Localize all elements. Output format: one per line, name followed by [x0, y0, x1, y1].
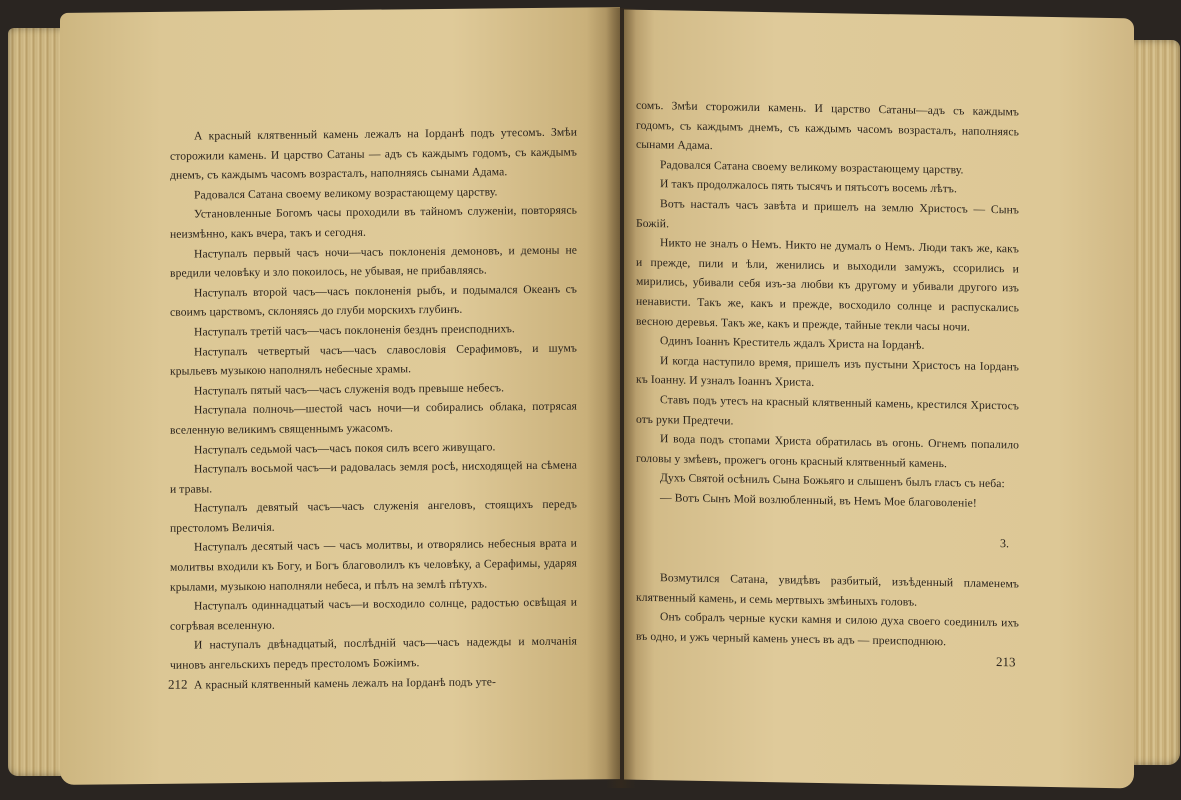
left-page-text — [170, 123, 577, 695]
paragraph: Возмутился Сатана, увидѣвъ разбитый, изъѣденный пламенемъ клятвенный камень, и семь мертвыхъ змѣиныхъ головъ. — [636, 571, 1019, 609]
paragraph: А красный клятвенный камень лежалъ на Іорданѣ подъ утесомъ. Змѣи сторожили камень. И царство Сатаны — адъ съ каждымъ годомъ, съ каждымъ днемъ, съ каждымъ часомъ возрасталъ, наполняясь сынами Адама. — [170, 125, 577, 182]
paragraph: Одинъ Іоаннъ Креститель ждалъ Христа на Іорданѣ. — [660, 334, 925, 352]
paragraph: Наступалъ десятый часъ — часъ молитвы, и отворялись небесныя врата и молитвы входили къ Богу, и Богъ благоволилъ къ человѣку, а Серафимы, ударяя крылами, музыкою наполняли небеса, и пѣлъ на землѣ пѣтухъ. — [170, 536, 577, 594]
paragraph: Радовался Сатана своему великому возрастающему царству. — [194, 185, 498, 202]
section-number: 3. — [1000, 536, 1009, 551]
paragraph: Духъ Святой осѣнилъ Сына Божьяго и слышенъ былъ гласъ съ неба: — [660, 471, 1005, 491]
paragraph: — Вотъ Сынъ Мой возлюбленный, въ Немъ Мое благоволеніе! — [660, 491, 977, 510]
left-page — [60, 7, 620, 785]
right-page-number: 213 — [996, 654, 1016, 670]
paragraph: Наступалъ третій часъ—часъ поклоненія безднъ преисподнихъ. — [194, 322, 515, 339]
paragraph: Онъ собралъ черные куски камня и силою духа своего соединилъ ихъ въ одно, и ужъ черный камень унесъ въ адъ — преисподнюю. — [636, 610, 1019, 648]
left-page-number: 212 — [168, 676, 188, 692]
paragraph: Наступалъ одиннадцатый часъ—и восходило солнце, радостью освѣщая и согрѣвая вселенную. — [170, 595, 577, 633]
paragraph: Наступала полночь—шестой часъ ночи—и собирались облака, потрясая вселенную великимъ священнымъ ужасомъ. — [170, 399, 577, 437]
paragraph: Наступалъ девятый часъ—часъ служенія ангеловъ, стоящихъ передъ престоломъ Величія. — [170, 497, 577, 535]
paragraph: Ставъ подъ утесъ на красный клятвенный камень, крестился Христосъ отъ руки Предтечи. — [636, 393, 1019, 427]
paragraph: Наступалъ седьмой часъ—часъ покоя силъ всего живущаго. — [194, 439, 496, 457]
paragraph: И такъ продолжалось пять тысячъ и пятьсотъ восемь лѣтъ. — [660, 177, 957, 196]
right-page-text — [636, 96, 1019, 514]
right-page-text-continued — [636, 568, 1019, 653]
paragraph: Наступалъ первый часъ ночи—часъ поклоненія демоновъ, и демоны не вредили человѣку и зло покоилось, не убывая, не прибавляясь. — [170, 243, 577, 280]
paragraph: сомъ. Змѣи сторожили камень. И царство Сатаны—адъ съ каждымъ годомъ, съ каждымъ днемъ, съ каждымъ часомъ возрасталъ, наполняясь сынами Адама. — [636, 98, 1019, 153]
paragraph: Наступалъ второй часъ—часъ поклоненія рыбъ, и подымался Океанъ съ своимъ царствомъ, склоняясь до глуби морскихъ глубинъ. — [170, 282, 577, 320]
paragraph: Наступалъ восьмой часъ—и радовалась земля росѣ, нисходящей на сѣмена и травы. — [170, 458, 577, 496]
paragraph: Наступалъ пятый часъ—часъ служенія водъ превыше небесъ. — [194, 381, 505, 398]
paragraph: И наступалъ двѣнадцатый, послѣдній часъ—часъ надежды и молчанія чиновъ ангельскихъ передъ престоломъ Божіимъ. — [170, 634, 577, 672]
paragraph: Радовался Сатана своему великому возрастающему царству. — [660, 157, 964, 177]
book-gutter — [606, 8, 636, 788]
paragraph: Наступалъ четвертый часъ—часъ славословія Серафимовъ, и шумъ крыльевъ музыкою наполнялъ небесные храмы. — [170, 341, 577, 378]
paragraph: И когда наступило время, пришелъ изъ пустыни Христосъ на Іорданъ къ Іоанну. И узналъ Іоаннъ Христа. — [636, 353, 1019, 390]
paragraph: Вотъ насталъ часъ завѣта и пришелъ на землю Христосъ — Сынъ Божій. — [636, 197, 1019, 230]
paragraph: А красный клятвенный камень лежалъ на Іорданѣ подъ уте- — [194, 674, 496, 692]
paragraph: Установленные Богомъ часы проходили въ тайномъ служеніи, повторяясь неизмѣнно, какъ вчера, такъ и сегодня. — [170, 203, 577, 241]
paragraph: Никто не зналъ о Немъ. Никто не думалъ о Немъ. Люди такъ же, какъ и прежде, пили и ѣли, женились и выходили замужъ, ссорились и мирились, убивали себя изъ-за любви къ другому и убивали другого изъ ненависти. Такъ же, какъ и прежде, восходило солнце и распускались весною деревья. Такъ же, какъ и прежде, тайные текли часы ночи. — [636, 236, 1019, 334]
paragraph: И вода подъ стопами Христа обратилась въ огонь. Огнемъ попалило головы у змѣевъ, прожегъ огонь красный клятвенный камень. — [636, 432, 1019, 470]
right-page — [624, 10, 1134, 789]
